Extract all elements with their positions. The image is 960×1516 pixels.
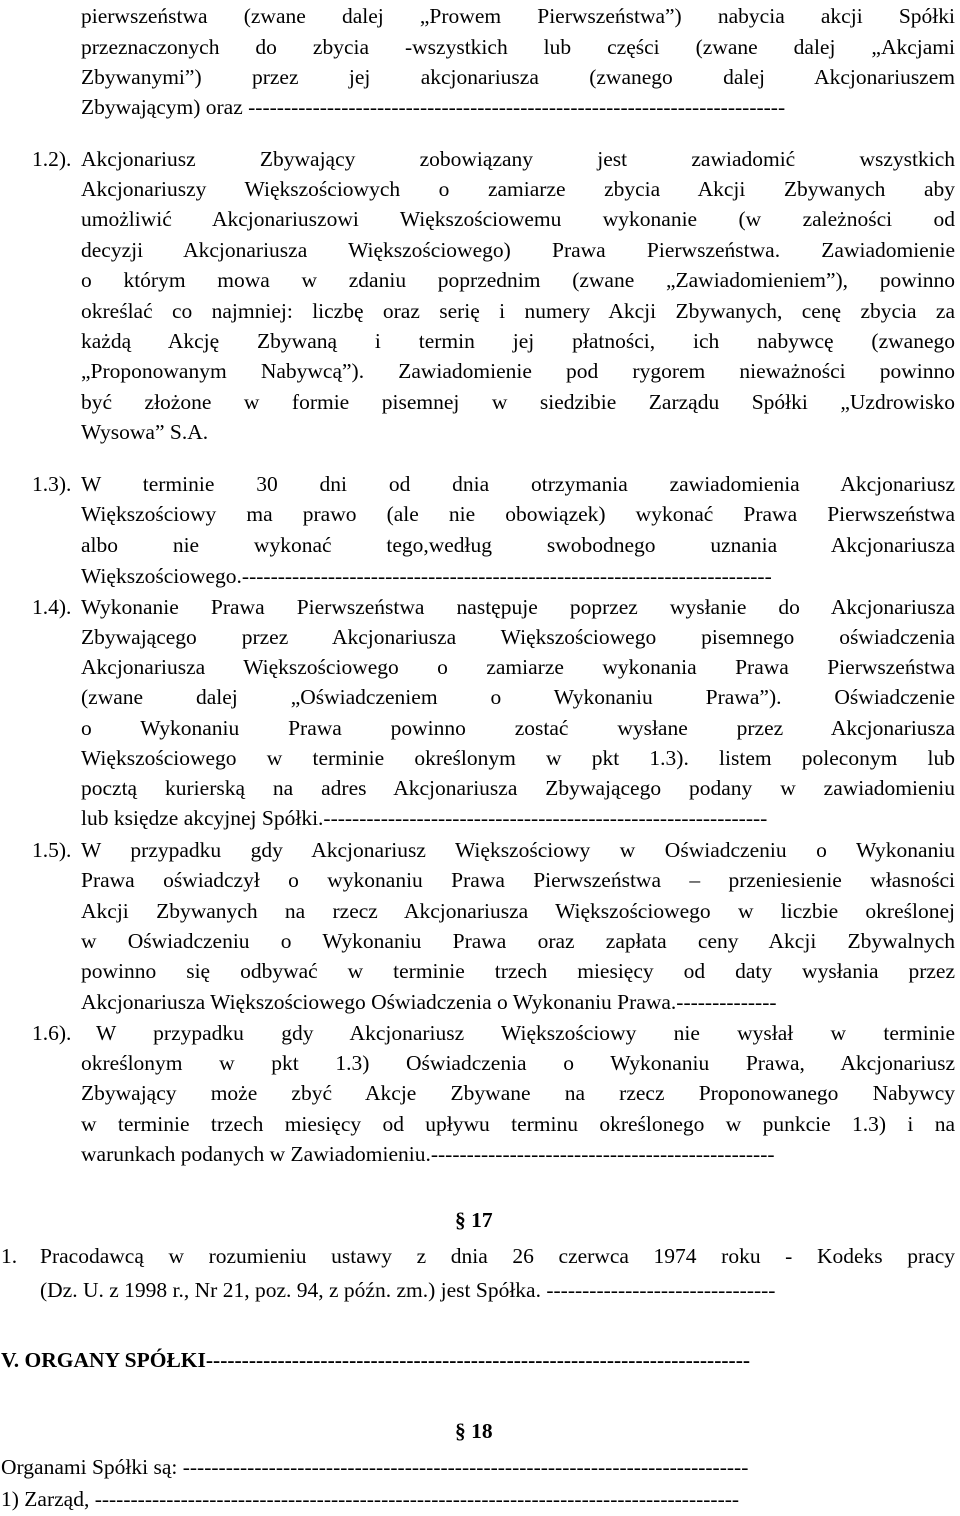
text-line: (Dz. U. z 1998 r., Nr 21, poz. 94, z późn. zm.) jest Spółka. --------------------------------: [40, 1278, 776, 1302]
paragraph-number: 1.2).: [32, 147, 72, 171]
text-line: Większościowy ma prawo (ale nie obowiązek) wykonać Prawa Pierwszeństwa: [81, 502, 955, 526]
text-line: umożliwić Akcjonariuszowi Większościowemu wykonanie (w zależności od: [81, 207, 955, 231]
text-line: lub księdze akcyjnej Spółki.--------------------------------------------------------------: [81, 806, 768, 830]
text-line: Zbywający może zbyć Akcje Zbywane na rzecz Proponowanego Nabywcy: [81, 1081, 955, 1105]
text-line: Akcjonariusza Większościowego o zamiarze wykonania Prawa Pierwszeństwa: [81, 655, 955, 679]
text-line: powinno się odbywać w terminie trzech miesięcy od daty wysłania przez: [81, 959, 955, 983]
section-heading: § 18: [455, 1419, 493, 1443]
text-line: W przypadku gdy Akcjonariusz Większościowy nie wysłał w terminie: [96, 1021, 955, 1045]
text-line: pierwszeństwa (zwane dalej „Prowem Pierwszeństwa”) nabycia akcji Spółki: [81, 4, 955, 28]
text-line: Prawa oświadczył o wykonaniu Prawa Pierwszeństwa – przeniesienie własności: [81, 868, 955, 892]
text-line: 1) Zarząd, ------------------------------------------------------------------------------------------: [1, 1487, 740, 1511]
list-number: 1.: [1, 1244, 18, 1268]
paragraph-number: 1.5).: [32, 838, 72, 862]
paragraph-number: 1.6).: [32, 1021, 72, 1045]
text-line: warunkach podanych w Zawiadomieniu.------------------------------------------------: [81, 1142, 775, 1166]
text-line: Wysowa” S.A.: [81, 420, 209, 444]
text-line: Wykonanie Prawa Pierwszeństwa następuje poprzez wysłanie do Akcjonariusza: [81, 595, 955, 619]
text-line: Większościowego.--------------------------------------------------------------------------: [81, 564, 772, 588]
text-line: Zbywającego przez Akcjonariusza Większościowego pisemnego oświadczenia: [81, 625, 955, 649]
text-line: w terminie trzech miesięcy od upływu terminu określonego w punkcie 1.3) i na: [81, 1112, 955, 1136]
text-line: W terminie 30 dni od dnia otrzymania zawiadomienia Akcjonariusz: [81, 472, 955, 496]
text-line: Organami Spółki są: -------------------------------------------------------------------------------: [1, 1455, 749, 1479]
text-line: każdą Akcję Zbywaną i termin jej płatności, ich nabywcę (zwanego: [81, 329, 955, 353]
text-line: Akcji Zbywanych na rzecz Akcjonariusza Większościowego w liczbie określonej: [81, 899, 955, 923]
section-title: V. ORGANY SPÓŁKI----------------------------------------------------------------------------: [1, 1348, 751, 1372]
text-line: (zwane dalej „Oświadczeniem o Wykonaniu Prawa”). Oświadczenie: [81, 685, 955, 709]
text-line: Zbywanymi”) przez jej akcjonariusza (zwanego dalej Akcjonariuszem: [81, 65, 955, 89]
text-line: o Wykonaniu Prawa powinno zostać wysłane przez Akcjonariusza: [81, 716, 955, 740]
text-line: Pracodawcą w rozumieniu ustawy z dnia 26 czerwca 1974 roku - Kodeks pracy: [40, 1244, 955, 1268]
text-line: być złożone w formie pisemnej w siedzibie Zarządu Spółki „Uzdrowisko: [81, 390, 955, 414]
text-line: pocztą kurierską na adres Akcjonariusza Zbywającego podany w zawiadomieniu: [81, 776, 955, 800]
text-line: określonym w pkt 1.3) Oświadczenia o Wykonaniu Prawa, Akcjonariusz: [81, 1051, 955, 1075]
text-line: o którym mowa w zdaniu poprzednim (zwane „Zawiadomieniem”), powinno: [81, 268, 955, 292]
text-line: określać co najmniej: liczbę oraz serię i numery Akcji Zbywanych, cenę zbycia za: [81, 299, 955, 323]
text-line: Zbywającym) oraz ---------------------------------------------------------------------------: [81, 95, 786, 119]
text-line: W przypadku gdy Akcjonariusz Większościowy w Oświadczeniu o Wykonaniu: [81, 838, 955, 862]
paragraph-number: 1.4).: [32, 595, 72, 619]
text-line: „Proponowanym Nabywcą”). Zawiadomienie pod rygorem nieważności powinno: [81, 359, 955, 383]
text-line: Większościowego w terminie określonym w pkt 1.3). listem poleconym lub: [81, 746, 955, 770]
paragraph-number: 1.3).: [32, 472, 72, 496]
section-heading: § 17: [455, 1208, 493, 1232]
text-line: albo nie wykonać tego,według swobodnego uznania Akcjonariusza: [81, 533, 955, 557]
text-line: Akcjonariusz Zbywający zobowiązany jest zawiadomić wszystkich: [81, 147, 955, 171]
text-line: w Oświadczeniu o Wykonaniu Prawa oraz zapłata ceny Akcji Zbywalnych: [81, 929, 955, 953]
text-line: Akcjonariuszy Większościowych o zamiarze zbycia Akcji Zbywanych aby: [81, 177, 955, 201]
text-line: Akcjonariusza Większościowego Oświadczenia o Wykonaniu Prawa.--------------: [81, 990, 777, 1014]
text-line: przeznaczonych do zbycia -wszystkich lub części (zwane dalej „Akcjami: [81, 35, 955, 59]
text-line: decyzji Akcjonariusza Większościowego) Prawa Pierwszeństwa. Zawiadomienie: [81, 238, 955, 262]
